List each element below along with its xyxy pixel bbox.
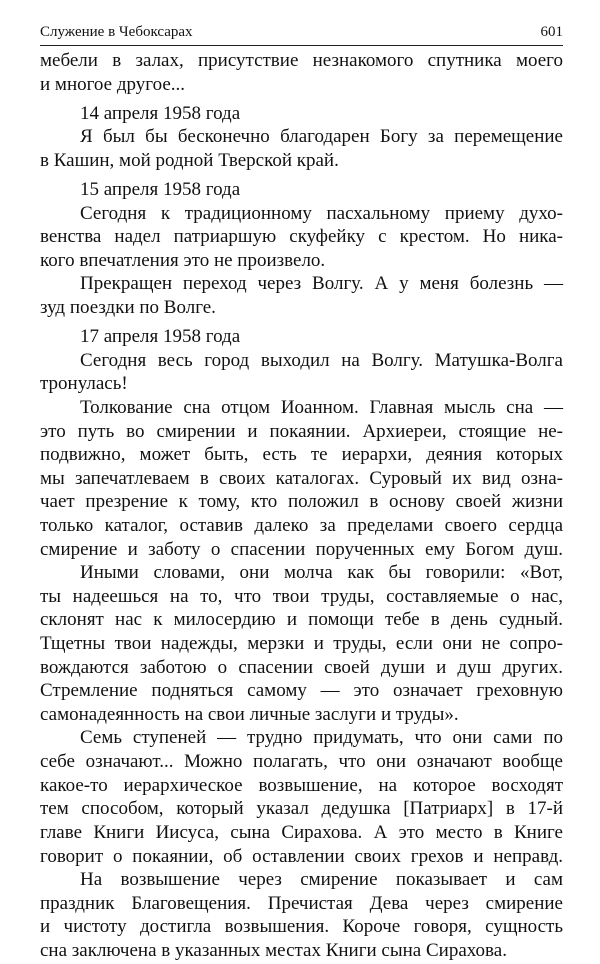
text-line: Тщетны твои надежды, мерзки и труды, если они не сопро-: [40, 633, 563, 654]
running-title: Служение в Чебоксарах: [40, 24, 193, 40]
text-line: и многое другое...: [40, 74, 185, 95]
text-line: Толкование сна отцом Иоанном. Главная мысль сна —: [80, 397, 563, 418]
text-line: зуд поездки по Волге.: [40, 297, 216, 318]
text-line: праздник Благовещения. Пречистая Дева через смирение: [40, 893, 563, 914]
text-line: и чистоту достигла возвышения. Короче говоря, сущность: [40, 916, 563, 937]
text-line: кого впечатления это не произвело.: [40, 250, 326, 271]
text-line: Сегодня весь город выходил на Волгу. Матушка-Волга: [80, 350, 563, 371]
text-line: это путь во смирении и покаянии. Архиереи, стоящие не-: [40, 421, 563, 442]
text-line: подвижно, может быть, есть те иерархи, деяния которых: [40, 444, 563, 465]
text-line: венства надел патриаршую скуфейку с крестом. Но ника-: [40, 226, 563, 247]
text-line: смирение и заботу о спасении порученных ему Богом душ.: [40, 539, 563, 560]
text-line: себе означают... Можно полагать, что они означают вообще: [40, 751, 563, 772]
text-line: сна заключена в указанных местах Книги сына Сирахова.: [40, 940, 507, 961]
text-line: склонят нас к милосердию и помощи тебе в день судный.: [40, 609, 563, 630]
text-line: самонадеянность на свои личные заслуги и труды».: [40, 704, 459, 725]
text-line: тем способом, который указал дедушка [Патриарх] в 17-й: [40, 798, 563, 819]
text-line: тронулась!: [40, 373, 128, 394]
text-line: говорит о покаянии, об оставлении своих грехов и неправд.: [40, 846, 563, 867]
page-number: 601: [540, 24, 563, 40]
text-line: Прекращен переход через Волгу. А у меня болезнь —: [80, 273, 563, 294]
text-line: только каталог, оставив далеко за пределами своего сердца: [40, 515, 563, 536]
text-line: На возвышение через смирение показывает и сам: [80, 869, 563, 890]
text-line: Сегодня к традиционному пасхальному приему духо-: [80, 203, 563, 224]
header-rule: [40, 45, 563, 46]
text-line: в Кашин, мой родной Тверской край.: [40, 150, 339, 171]
text-line: Иными словами, они молча как бы говорили: «Вот,: [80, 562, 563, 583]
text-line: ты надеешься на то, что твои труды, составляемые о нас,: [40, 586, 563, 607]
text-line: главе Книги Иисуса, сына Сирахова. А это место в Книге: [40, 822, 563, 843]
text-line: какое-то иерархическое возвышение, на которое восходят: [40, 775, 563, 796]
diary-date-heading: 17 апреля 1958 года: [80, 326, 241, 347]
text-line: Стремление подняться самому — это означает греховную: [40, 680, 563, 701]
diary-date-heading: 15 апреля 1958 года: [80, 179, 241, 200]
text-line: Семь ступеней — трудно придумать, что они сами по: [80, 727, 563, 748]
text-line: Я был бы бесконечно благодарен Богу за перемещение: [80, 126, 563, 147]
text-line: мебели в залах, присутствие незнакомого спутника моего: [40, 50, 563, 71]
text-line: чает презрение к тому, кто положил в основу своей жизни: [40, 491, 563, 512]
text-line: вождаются заботою о спасении своей души и душ других.: [40, 657, 563, 678]
diary-date-heading: 14 апреля 1958 года: [80, 103, 241, 124]
running-head: [40, 22, 563, 42]
text-line: мы запечатлеваем в своих каталогах. Суровый их вид озна-: [40, 468, 563, 489]
